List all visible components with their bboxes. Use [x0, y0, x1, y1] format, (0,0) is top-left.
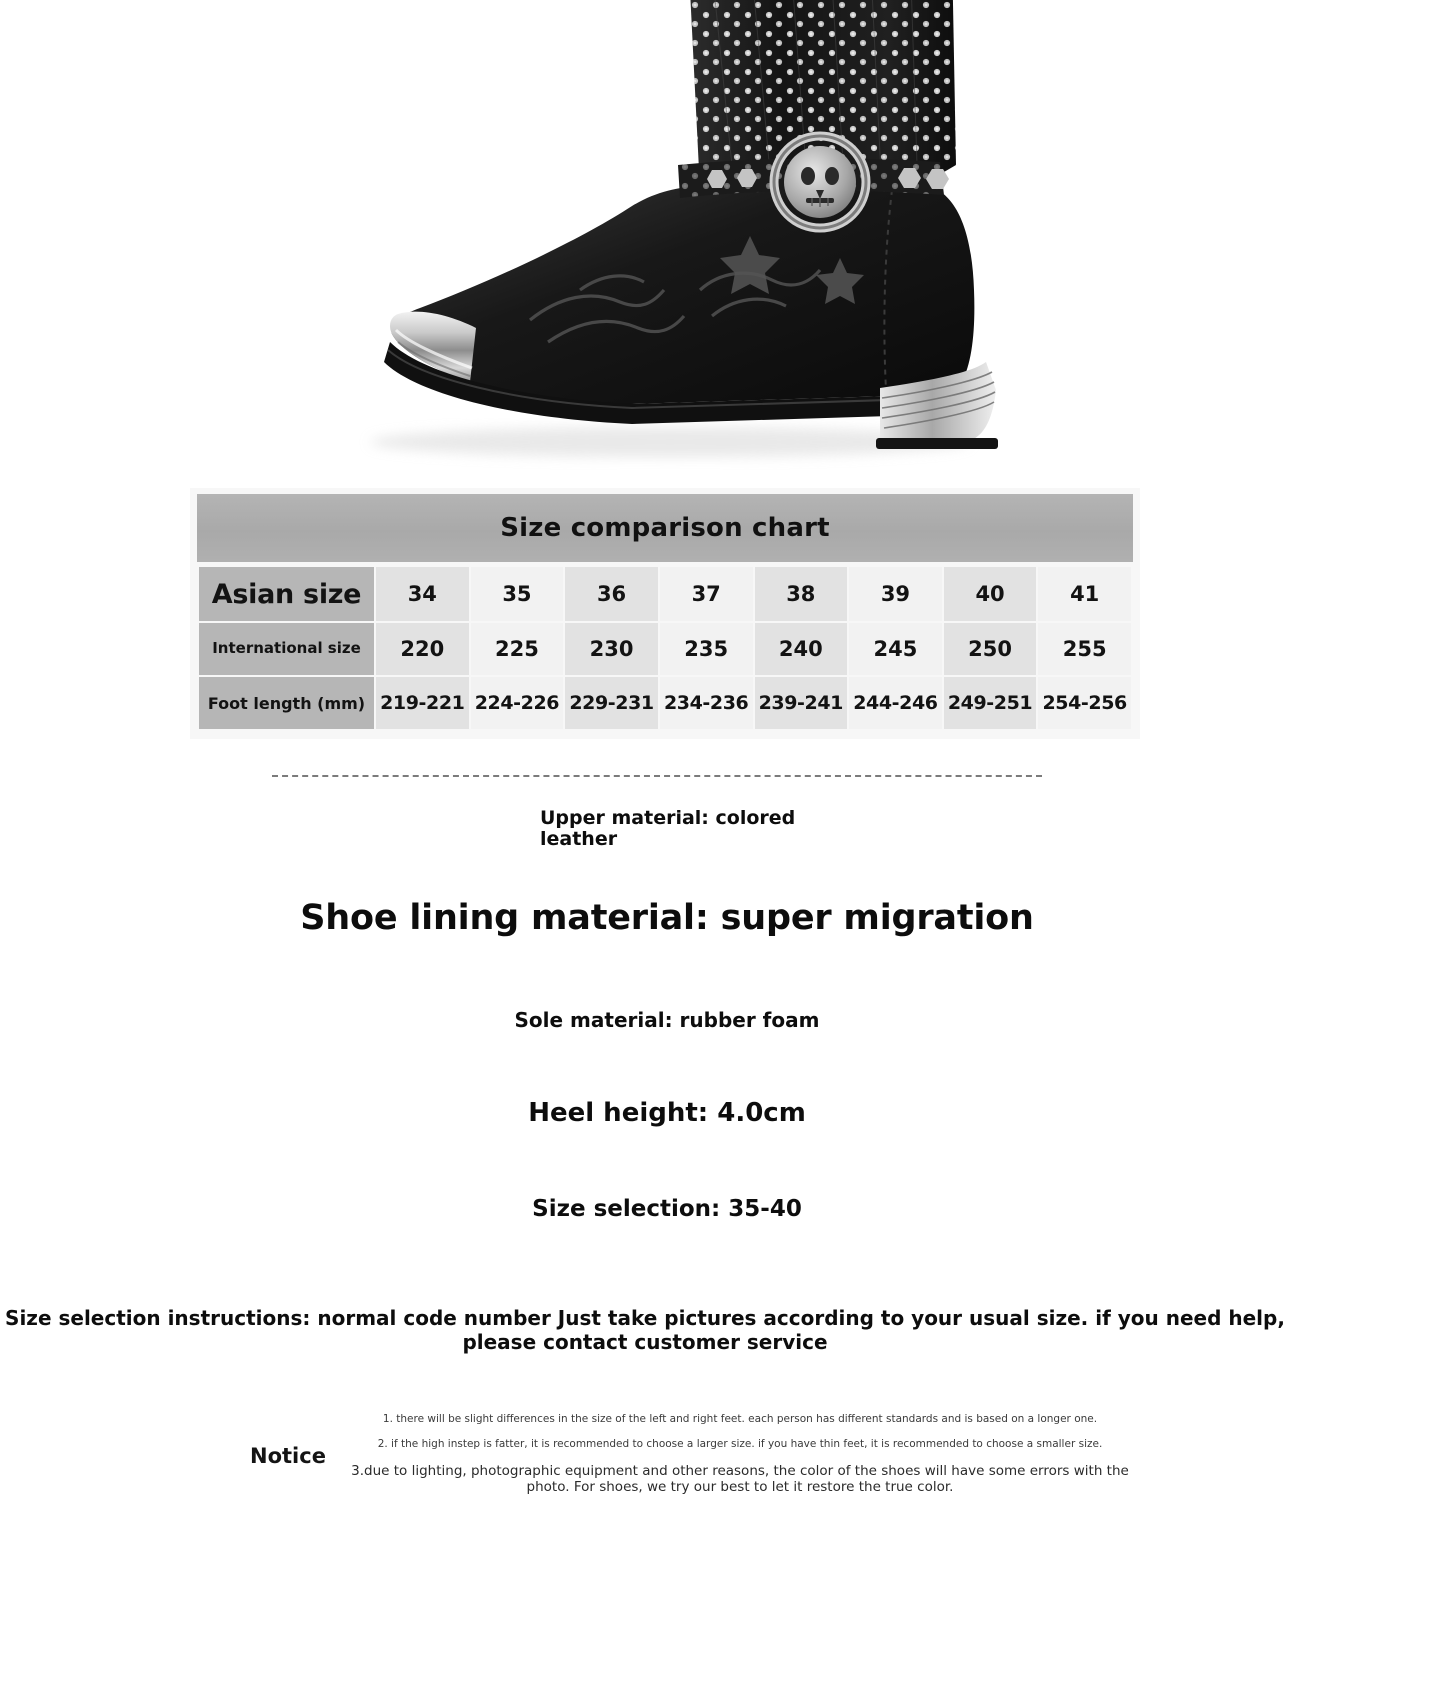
- cell-asian-0: 34: [376, 567, 469, 621]
- cell-asian-5: 39: [849, 567, 942, 621]
- cell-asian-4: 38: [755, 567, 848, 621]
- cell-asian-1: 35: [471, 567, 564, 621]
- size-chart-title: Size comparison chart: [500, 513, 830, 543]
- product-photo: [0, 0, 1445, 485]
- notice-item-1: 1. there will be slight differences in the size of the left and right feet. each person has different standards and is based on a longer one.: [382, 1413, 1098, 1425]
- table-row: [199, 567, 1131, 621]
- row-header-foot-length: Foot length (mm): [199, 677, 374, 729]
- size-selection-instructions: Size selection instructions: normal code number Just take pictures according to your usual size. if you need help, please contact customer service: [5, 1306, 1285, 1354]
- cell-footlen-6: 249-251: [944, 677, 1037, 729]
- notice-item-2: 2. if the high instep is fatter, it is recommended to choose a larger size. if you have thin feet, it is recommended to choose a smaller size.: [377, 1438, 1103, 1451]
- spec-upper-material: Upper material: colored leather: [540, 807, 796, 851]
- size-chart-header: [197, 494, 1133, 562]
- cell-footlen-4: 239-241: [755, 677, 848, 729]
- size-comparison-chart: [190, 488, 1140, 739]
- notice-item-3: 3.due to lighting, photographic equipment and other reasons, the color of the shoes will have some errors with the photo. For shoes, we try our best to let it restore the true color.: [351, 1462, 1129, 1495]
- cell-footlen-3: 234-236: [660, 677, 753, 729]
- cell-intl-1: 225: [471, 623, 564, 675]
- cell-footlen-1: 224-226: [471, 677, 564, 729]
- notice-items: [345, 1413, 1135, 1496]
- cell-footlen-7: 254-256: [1038, 677, 1131, 729]
- cell-footlen-2: 229-231: [565, 677, 658, 729]
- dashed-divider: [272, 775, 1042, 777]
- cell-footlen-0: 219-221: [376, 677, 469, 729]
- boot-image: [280, 0, 1010, 470]
- cell-intl-7: 255: [1038, 623, 1131, 675]
- row-header-international-size: International size: [199, 623, 374, 675]
- cell-intl-4: 240: [755, 623, 848, 675]
- cell-intl-3: 235: [660, 623, 753, 675]
- cell-asian-7: 41: [1038, 567, 1131, 621]
- cell-intl-5: 245: [849, 623, 942, 675]
- cell-intl-0: 220: [376, 623, 469, 675]
- cell-asian-2: 36: [565, 567, 658, 621]
- boot-illustration: [280, 0, 1010, 470]
- notice-label: Notice: [250, 1444, 326, 1468]
- spec-sole-material: Sole material: rubber foam: [514, 1008, 820, 1032]
- cell-intl-6: 250: [944, 623, 1037, 675]
- row-header-asian-size: Asian size: [199, 567, 374, 621]
- spec-lining-material: Shoe lining material: super migration: [300, 898, 1034, 938]
- cell-asian-6: 40: [944, 567, 1037, 621]
- spec-size-selection: Size selection: 35-40: [532, 1196, 802, 1222]
- cell-footlen-5: 244-246: [849, 677, 942, 729]
- size-table: [197, 565, 1133, 731]
- cell-intl-2: 230: [565, 623, 658, 675]
- cell-asian-3: 37: [660, 567, 753, 621]
- table-row: [199, 623, 1131, 675]
- table-row: [199, 677, 1131, 729]
- spec-heel-height: Heel height: 4.0cm: [528, 1098, 806, 1128]
